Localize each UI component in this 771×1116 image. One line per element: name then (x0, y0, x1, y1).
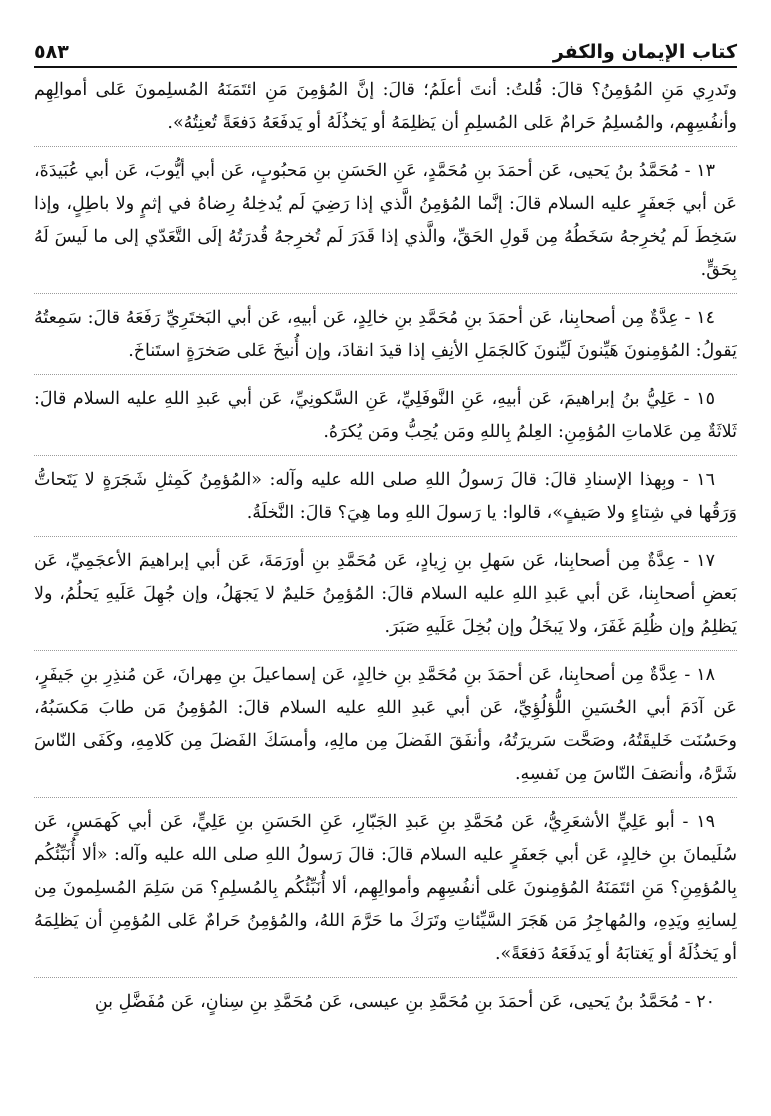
paragraph-separator (34, 797, 737, 798)
paragraph-separator (34, 374, 737, 375)
paragraph-hadith-15 (34, 383, 737, 449)
running-title: كتاب الإيمان والكفر (552, 41, 737, 64)
paragraph-separator (34, 293, 737, 294)
page-body (34, 74, 737, 1110)
hadith-19-text: ١٩ - أبو عَلِيٍّ الأشعَرِيُّ، عَن مُحَمَّدِ بنِ عَبدِ الجَبّارِ، عَنِ الحَسَنِ بنِ عَلِيٍّ، عَن أبي كَهمَسٍ، عَن سُلَيمانَ بنِ خالِدٍ، عَن أبي جَعفَرٍ عليه السلام قالَ: قالَ رَسولُ اللهِ صلى الله عليه وآله: «ألا أُنَبِّئُكُم بِالمُؤمِنِ؟ مَنِ ائتَمَنَهُ المُؤمِنونَ عَلى أنفُسِهِم وأموالِهِم، ألا أُنَبِّئُكُم بِالمُسلِمِ؟ مَن سَلِمَ المُسلِمونَ مِن لِسانِهِ ويَدِهِ، والمُهاجِرُ مَن هَجَرَ السَّيِّئاتِ وتَرَكَ ما حَرَّمَ اللهُ، والمُؤمِنُ حَرامٌ عَلى المُؤمِنِ أن يَظلِمَهُ أو يَخذُلَهُ أو يَغتابَهُ أو يَدفَعَهُ دَفعَةً». (34, 812, 737, 964)
paragraph-hadith-20 (34, 986, 737, 1019)
hadith-13-text: ١٣ - مُحَمَّدُ بنُ يَحيى، عَن أحمَدَ بنِ مُحَمَّدٍ، عَنِ الحَسَنِ بنِ مَحبُوبٍ، عَن أبي أيُّوبَ، عَن أبي عُبَيدَةَ، عَن أبي جَعفَرٍ عليه السلام قالَ: إنَّما المُؤمِنُ الَّذي إذا رَضِيَ لَم يُدخِلهُ رِضاهُ في إثمٍ ولا باطِلٍ، وإذا سَخِطَ لَم يُخرِجهُ سَخَطُهُ مِن قَولِ الحَقِّ، والَّذي إذا قَدَرَ لَم تُخرِجهُ قُدرَتُهُ إلَى التَّعَدّي إلى ما لَيسَ لَهُ بِحَقٍّ. (34, 161, 737, 280)
hadith-14-text: ١٤ - عِدَّةٌ مِن أصحابِنا، عَن أحمَدَ بنِ مُحَمَّدِ بنِ خالِدٍ، عَن أبيهِ، عَن أبي البَختَرِيِّ رَفَعَهُ قالَ: سَمِعتُهُ يَقولُ: المُؤمِنونَ هَيِّنونَ لَيِّنونَ كَالجَمَلِ الأنِفِ إذا قيدَ انقادَ، وإن أُنيخَ عَلى صَخرَةٍ استَناخَ. (34, 308, 737, 361)
hadith-17-text: ١٧ - عِدَّةٌ مِن أصحابِنا، عَن سَهلِ بنِ زِيادٍ، عَن مُحَمَّدِ بنِ أورَمَةَ، عَن أبي إبراهيمَ الأعجَمِيِّ، عَن بَعضِ أصحابِنا، عَن أبي عَبدِ اللهِ عليه السلام قالَ: المُؤمِنُ حَليمٌ لا يَجهَلُ، وإن جُهِلَ عَلَيهِ يَحلُمُ، ولا يَظلِمُ وإن ظُلِمَ غَفَرَ، ولا يَبخَلُ وإن بُخِلَ عَلَيهِ صَبَرَ. (34, 551, 737, 637)
paragraph-hadith-19 (34, 806, 737, 971)
paragraph-separator (34, 146, 737, 147)
hadith-18-text: ١٨ - عِدَّةٌ مِن أصحابِنا، عَن أحمَدَ بنِ مُحَمَّدِ بنِ خالِدٍ، عَن إسماعيلَ بنِ مِهرانَ، عَن مُنذِرِ بنِ جَيفَرٍ، عَن آدَمَ أبي الحُسَينِ اللُّؤلُؤِيِّ، عَن أبي عَبدِ اللهِ عليه السلام قالَ: المُؤمِنُ مَن طابَ مَكسَبُهُ، وحَسُنَت خَليقَتُهُ، وصَحَّت سَريرَتُهُ، وأنفَقَ الفَضلَ مِن مالِهِ، وأمسَكَ الفَضلَ مِن كَلامِهِ، وكَفَى النّاسَ شَرَّهُ، وأنصَفَ النّاسَ مِن نَفسِهِ. (34, 665, 737, 784)
page-number: ٥٨٣ (34, 41, 69, 64)
paragraph-hadith-18 (34, 659, 737, 791)
paragraph-separator (34, 977, 737, 978)
hadith-15-text: ١٥ - عَلِيُّ بنُ إبراهيمَ، عَن أبيهِ، عَنِ النَّوفَلِيِّ، عَنِ السَّكونِيِّ، عَن أبي عَبدِ اللهِ عليه السلام قالَ: ثَلاثَةٌ مِن عَلاماتِ المُؤمِنِ: العِلمُ بِاللهِ ومَن يُحِبُّ ومَن يُكرَهُ. (34, 389, 737, 442)
header-rule (34, 66, 737, 68)
hadith-20-text: ٢٠ - مُحَمَّدُ بنُ يَحيى، عَن أحمَدَ بنِ مُحَمَّدِ بنِ عيسى، عَن مُحَمَّدِ بنِ سِنانٍ، عَن مُفَضَّلِ بنِ (94, 992, 715, 1012)
paragraph-separator (34, 455, 737, 456)
hadith-16-text: ١٦ - وبِهذا الإسنادِ قالَ: قالَ رَسولُ اللهِ صلى الله عليه وآله: «المُؤمِنُ كَمِثلِ شَجَرَةٍ لا يَتَحاتُّ وَرَقُها في شِتاءٍ ولا صَيفٍ»، قالوا: يا رَسولَ اللهِ وما هِيَ؟ قالَ: النَّخلَةُ. (34, 470, 737, 523)
paragraph-hadith-13 (34, 155, 737, 287)
paragraph-hadith-14 (34, 302, 737, 368)
paragraph-hadith-17 (34, 545, 737, 644)
paragraph-continuation: وتَدرِي مَنِ المُؤمِنُ؟ قالَ: قُلتُ: أنتَ أعلَمُ؛ قالَ: إنَّ المُؤمِنَ مَنِ ائتَمَنَهُ المُسلِمونَ عَلى أموالِهِم وأنفُسِهِم، والمُسلِمُ حَرامٌ عَلى المُسلِمِ أن يَظلِمَهُ أو يَخذُلَهُ أو يَدفَعَهُ دَفعَةً تُعنِتُهُ». (34, 80, 737, 133)
paragraph-hadith-16 (34, 464, 737, 530)
page-header (34, 24, 737, 64)
paragraph-separator (34, 650, 737, 651)
paragraph-separator (34, 536, 737, 537)
